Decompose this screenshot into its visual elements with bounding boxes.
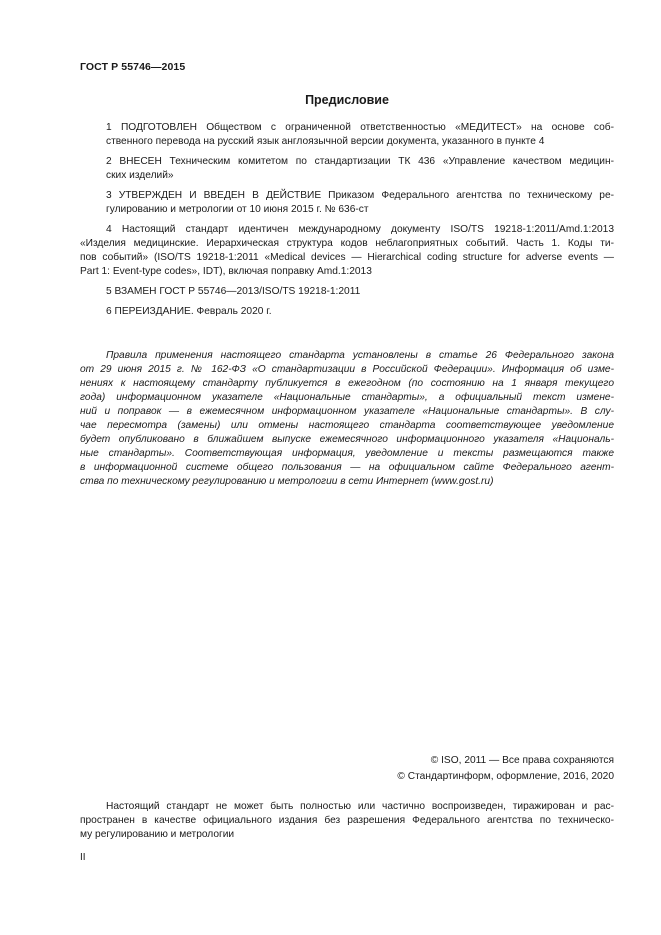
standartinform-copyright: © Стандартинформ, оформление, 2016, 2020 [397,771,614,782]
notice-line: в информационной системе общего пользования — на официальном сайте Федерального агент- [80,462,614,473]
notice-line: нениях к настоящему стандарту публикуется в ежегодном (по состоянию на 1 января текущего [80,378,614,389]
preface-item-1-line-1: 1 ПОДГОТОВЛЕН Обществом с ограниченной ответственностью «МЕДИТЕСТ» на основе соб- [106,122,614,133]
document-header-id: ГОСТ Р 55746—2015 [80,61,186,73]
iso-copyright: © ISO, 2011 — Все права сохраняются [430,755,614,766]
reproduction-line: Настоящий стандарт не может быть полностью или частично воспроизведен, тиражирован и рас- [106,801,614,812]
notice-line: Правила применения настоящего стандарта установлены в статье 26 Федерального закона [106,350,614,361]
notice-paragraph [80,349,614,489]
preface-item-3-line-2: гулированию и метрологии от 10 июня 2015 г. № 636-ст [106,204,369,215]
notice-line: года) информационном указателе «Национальные стандарты», а официальный текст измене- [80,392,614,403]
reproduction-notice [80,800,614,842]
preface-item-3-line-1: 3 УТВЕРЖДЕН И ВВЕДЕН В ДЕЙСТВИЕ Приказом Федерального агентства по техническому ре- [106,190,614,201]
page-number: II [80,852,86,863]
copyright-block [397,753,614,785]
preface-item-4-line-4: Part 1: Event-type codes», IDT), включая поправку Amd.1:2013 [80,266,372,277]
preface-item-6 [80,305,614,319]
preface-item-6-line-1: 6 ПЕРЕИЗДАНИЕ. Февраль 2020 г. [106,306,272,317]
preface-item-2-line-1: 2 ВНЕСЕН Техническим комитетом по стандартизации ТК 436 «Управление качеством медицин- [106,156,614,167]
preface-item-2-line-2: ских изделий» [106,170,174,181]
notice-line: ства по техническому регулированию и метрологии в сети Интернет (www.gost.ru) [80,476,494,487]
reproduction-line: му регулированию и метрологии [80,829,235,840]
notice-line: ний и поправок — в ежемесячном информационном указателе «Национальные стандарты». В слу- [80,406,614,417]
notice-line: от 29 июня 2015 г. № 162-ФЗ «О стандартизации в Российской Федерации». Информация об изме- [80,364,614,375]
notice-line: ные стандарты». Соответствующая информация, уведомление и тексты размещаются также [80,448,614,459]
preface-list [80,121,614,325]
preface-item-1 [80,121,614,149]
preface-item-5-line-1: 5 ВЗАМЕН ГОСТ Р 55746—2013/ISO/TS 19218-1:2011 [106,286,361,297]
preface-item-4-line-2: «Изделия медицинские. Иерархическая структура кодов неблагоприятных событий. Часть 1. Коды ти- [80,238,614,249]
preface-item-1-line-2: ственного перевода на русский язык англоязычной версии документа, указанного в пункте 4 [106,136,545,147]
application-rules-notice [80,349,614,489]
preface-item-4-line-3: пов событий» (ISO/TS 19218-1:2011 «Medical devices — Hierarchical coding structure for adverse events — [80,252,614,263]
notice-line: будет опубликовано в ближайшем выпуске ежемесячного информационного указателя «Националь- [80,434,614,445]
preface-item-5 [80,285,614,299]
preface-title: Предисловие [305,93,389,107]
reproduction-paragraph [80,800,614,842]
preface-item-3 [80,189,614,217]
reproduction-line: пространен в качестве официального издания без разрешения Федерального агентства по техническо- [80,815,614,826]
preface-item-4-line-1: 4 Настоящий стандарт идентичен международному документу ISO/TS 19218-1:2011/Amd.1:2013 [106,224,614,235]
preface-item-2 [80,155,614,183]
preface-item-4 [80,223,614,279]
notice-line: чае пересмотра (замены) или отмены настоящего стандарта соответствующее уведомление [80,420,614,431]
